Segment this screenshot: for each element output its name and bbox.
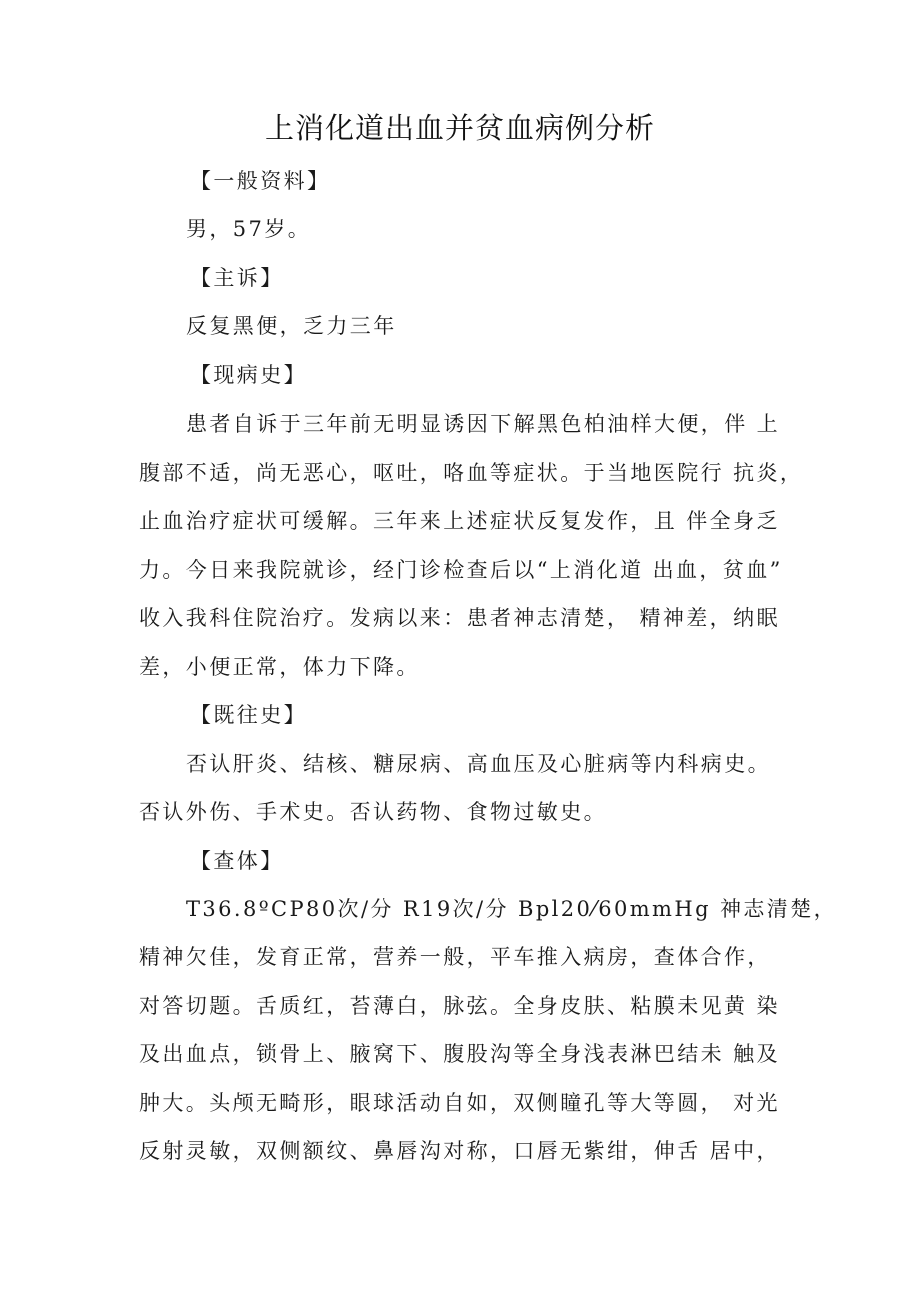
present-illness-line: 差，小便正常，体力下降。: [139, 655, 420, 679]
complaint-line: 反复黑便，乏力三年: [186, 314, 397, 338]
past-history-line: 否认肝炎、结核、糖尿病、高血压及心脏病等内科病史。: [186, 752, 771, 776]
section-heading-general: 【一般资料】: [190, 169, 331, 193]
section-heading-complaint: 【主诉】: [190, 266, 284, 290]
section-heading-present-illness: 【现病史】: [190, 363, 307, 387]
present-illness-line: 腹部不适，尚无恶心，呕吐，咯血等症状。于当地医院行 抗炎，: [139, 461, 804, 485]
present-illness-line: 患者自诉于三年前无明显诱因下解黑色柏油样大便，伴 上: [186, 412, 781, 436]
present-illness-line: 止血治疗症状可缓解。三年来上述症状反复发作，且 伴全身乏: [139, 509, 780, 533]
past-history-line: 否认外伤、手术史。否认药物、食物过敏史。: [139, 800, 607, 824]
exam-line: 对答切题。舌质红，苔薄白，脉弦。全身皮肤、粘膜未见黄 染: [139, 994, 780, 1018]
general-info-line: 男，57岁。: [186, 217, 312, 241]
section-heading-exam: 【查体】: [190, 849, 284, 873]
exam-line: 反射灵敏，双侧额纹、鼻唇沟对称，口唇无紫绀，伸舌 居中，: [139, 1139, 780, 1163]
exam-line: T36.8ºCP80次/分 R19次/分 Bpl20⁄60mmHg 神志清楚，: [186, 897, 837, 921]
exam-line: 肿大。头颅无畸形，眼球活动自如，双侧瞳孔等大等圆， 对光: [139, 1091, 780, 1115]
present-illness-line: 收入我科住院治疗。发病以来：患者神志清楚， 精神差，纳眠: [139, 606, 780, 630]
section-heading-past-history: 【既往史】: [190, 703, 307, 727]
document-title: 上消化道出血并贫血病例分析: [264, 111, 655, 145]
exam-line: 精神欠佳，发育正常，营养一般，平车推入病房，查体合作，: [139, 945, 771, 969]
present-illness-line: 力。今日来我院就诊，经门诊检查后以“上消化道 出血，贫血”: [139, 558, 783, 582]
exam-line: 及出血点，锁骨上、腋窝下、腹股沟等全身浅表淋巴结未 触及: [139, 1042, 780, 1066]
